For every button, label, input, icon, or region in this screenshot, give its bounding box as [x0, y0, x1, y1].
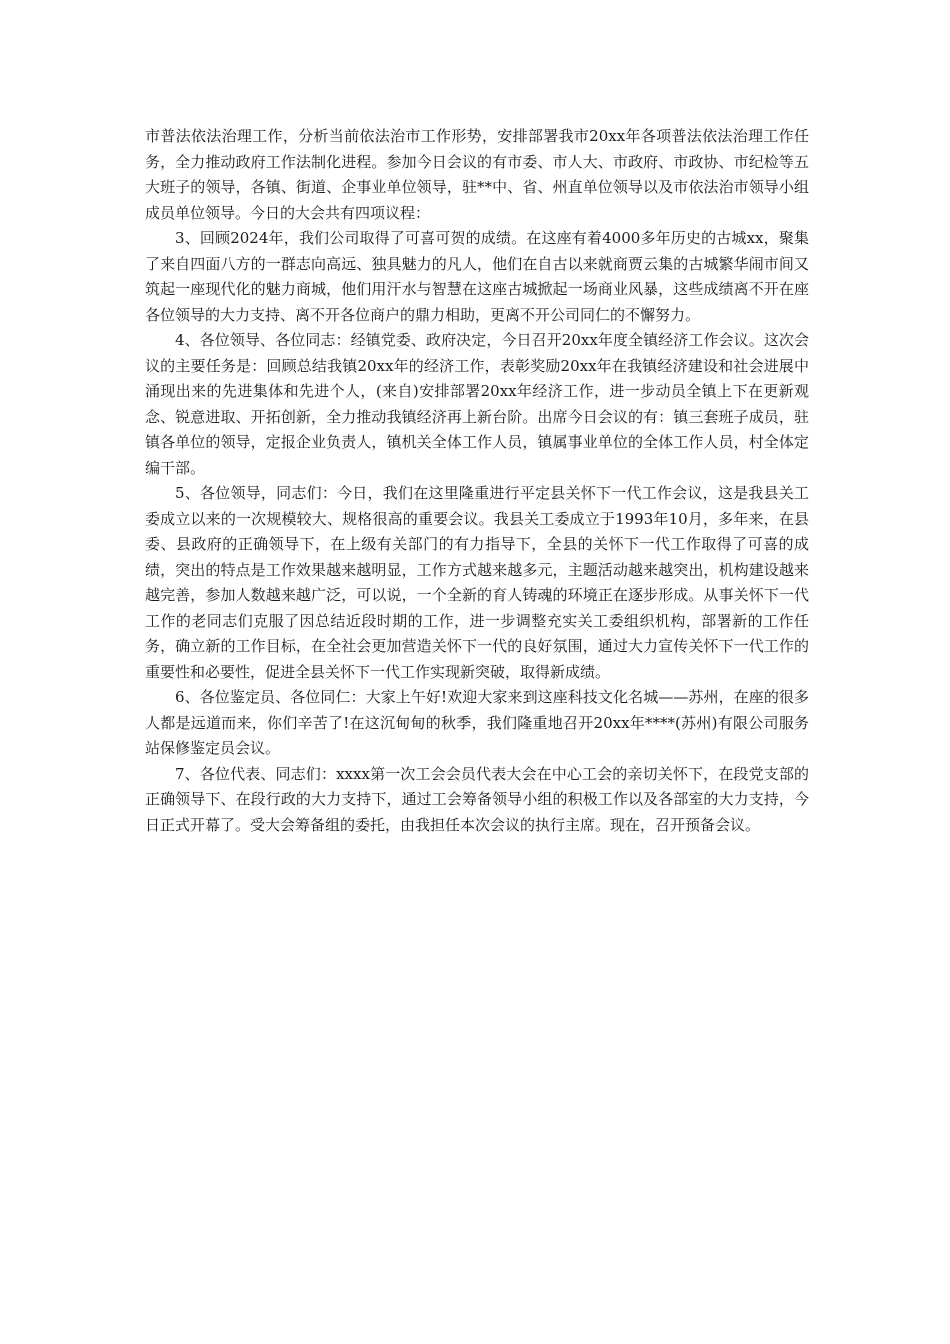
paragraph-5: 5、各位领导，同志们：今日，我们在这里隆重进行平定县关怀下一代工作会议，这是我县关工委成立以来的一次规模较大、规格很高的重要会议。我县关工委成立于1993年10月，多年来，在县委、县政府的正确领导下，在上级有关部门的有力指导下，全县的关怀下一代工作取得了可喜的成绩，突出的特点是工作效果越来越明显，工作方式越来越多元，主题活动越来越突出，机构建设越来越完善，参加人数越来越广泛，可以说，一个全新的育人铸魂的环境正在逐步形成。从事关怀下一代工作的老同志们克服了因总结近段时期的工作，进一步调整充实关工委组织机构，部署新的工作任务，确立新的工作目标，在全社会更加营造关怀下一代的良好氛围，通过大力宣传关怀下一代工作的重要性和必要性，促进全县关怀下一代工作实现新突破，取得新成绩。: [145, 484, 809, 681]
paragraph-6: 6、各位鉴定员、各位同仁：大家上午好!欢迎大家来到这座科技文化名城——苏州，在座的很多人都是远道而来，你们辛苦了!在这沉甸甸的秋季，我们隆重地召开20xx年****(苏州)有限公司服务站保修鉴定员会议。: [145, 688, 809, 757]
paragraph-4: 4、各位领导、各位同志：经镇党委、政府决定，今日召开20xx年度全镇经济工作会议。这次会议的主要任务是：回顾总结我镇20xx年的经济工作，表彰奖励20xx年在我镇经济建设和社会进展中涌现出来的先进集体和先进个人，(来自)安排部署20xx年经济工作，进一步动员全镇上下在更新观念、锐意进取、开拓创新，全力推动我镇经济再上新台阶。出席今日会议的有：镇三套班子成员，驻镇各单位的领导，定报企业负责人，镇机关全体工作人员，镇属事业单位的全体工作人员，村全体定编干部。: [145, 331, 809, 477]
paragraph-3: 3、回顾2024年，我们公司取得了可喜可贺的成绩。在这座有着4000多年历史的古城xx，聚集了来自四面八方的一群志向高远、独具魅力的凡人，他们在自古以来就商贾云集的古城繁华闹市间又筑起一座现代化的魅力商城，他们用汗水与智慧在这座古城掀起一场商业风暴，这些成绩离不开在座各位领导的大力支持、离不开各位商户的鼎力相助，更离不开公司同仁的不懈努力。: [145, 229, 809, 324]
paragraph-7: 7、各位代表、同志们：xxxx第一次工会会员代表大会在中心工会的亲切关怀下，在段党支部的正确领导下、在段行政的大力支持下，通过工会筹备领导小组的积极工作以及各部室的大力支持，今日正式开幕了。受大会筹备组的委托，由我担任本次会议的执行主席。现在，召开预备会议。: [145, 764, 809, 834]
paragraph-intro: 市普法依法治理工作，分析当前依法治市工作形势，安排部署我市20xx年各项普法依法治理工作任务，全力推动政府工作法制化进程。参加今日会议的有市委、市人大、市政府、市政协、市纪检等五大班子的领导，各镇、街道、企事业单位领导，驻**中、省、州直单位领导以及市依法治市领导小组成员单位领导。今日的大会共有四项议程：: [145, 127, 809, 222]
document-body: [145, 124, 809, 838]
